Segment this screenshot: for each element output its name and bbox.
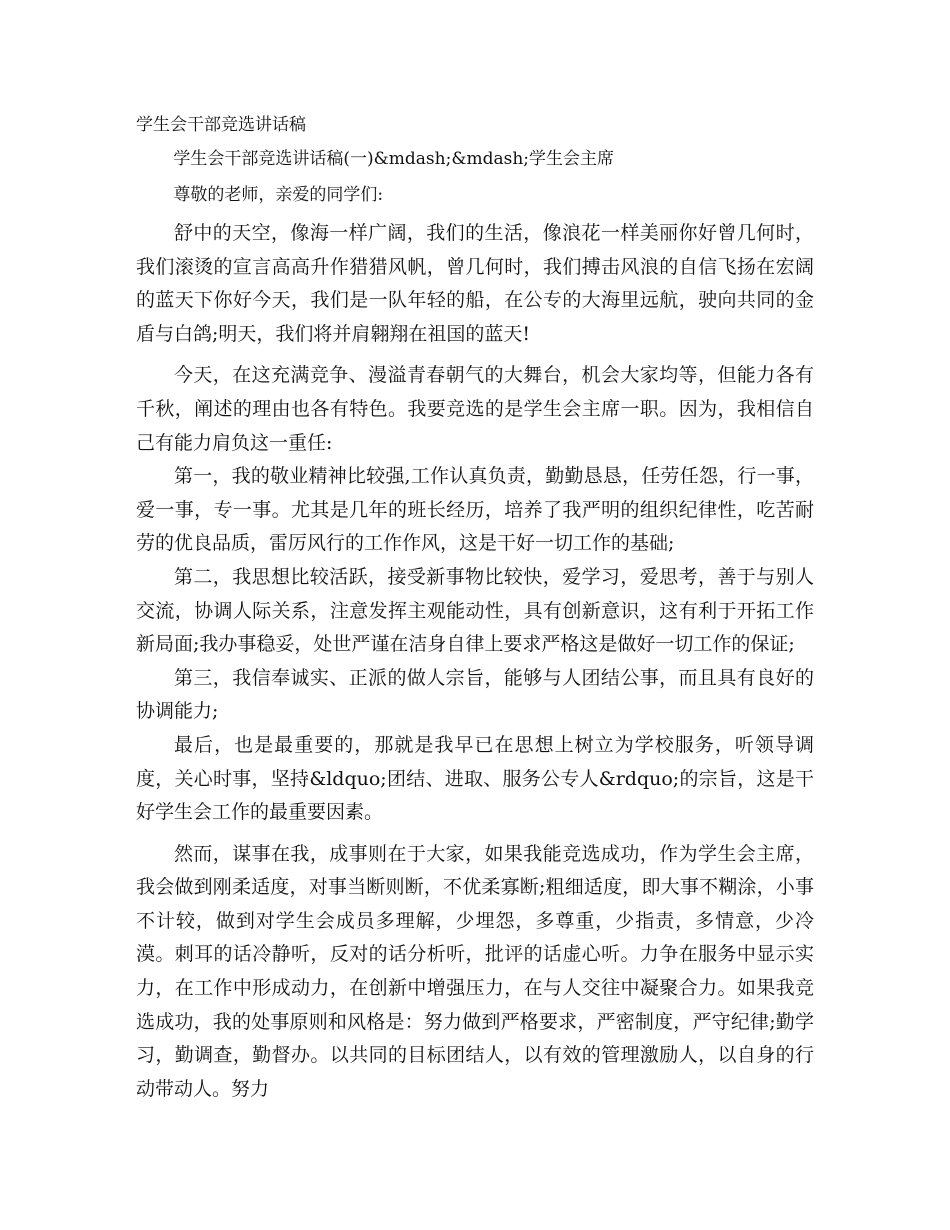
paragraph-3: 第一，我的敬业精神比较强,工作认真负责，勤勤恳恳，任劳任怨，行一事，爱一事，专一事。尤其是几年的班长经历，培养了我严明的组织纪律性，吃苦耐劳的优良品质，雷厉风行的工作作风，这是干好一切工作的基础; (136, 465, 814, 555)
paragraph-5: 第三，我信奉诚实、正派的做人宗旨，能够与人团结公事，而且具有良好的协调能力; (136, 666, 814, 723)
document-subtitle: 学生会干部竞选讲话稿(一)&mdash;&mdash;学生会主席 (173, 149, 614, 169)
paragraph-1: 舒中的天空，像海一样广阔，我们的生活，像浪花一样美丽你好曾几何时，我们滚烫的宣言高高升作猎猎风帆，曾几何时，我们搏击风浪的自信飞扬在宏阔的蓝天下你好今天，我们是一队年轻的船，在公专的大海里远航，驶向共同的金盾与白鸽;明天，我们将并肩翱翔在祖国的蓝天! (136, 222, 814, 345)
paragraph-2: 今天，在这充满竞争、漫溢青春朝气的大舞台，机会大家均等，但能力各有千秋，阐述的理由也各有特色。我要竞选的是学生会主席一职。因为，我相信自己有能力肩负这一重任: (136, 364, 814, 454)
greeting-line: 尊敬的老师，亲爱的同学们: (173, 185, 384, 205)
document-title: 学生会干部竞选讲话稿 (136, 115, 306, 135)
paragraph-6: 最后，也是最重要的，那就是我早已在思想上树立为学校服务，听领导调度，关心时事，坚持&ldquo;团结、进取、服务公专人&rdquo;的宗旨，这是干好学生会工作的最重要因素。 (136, 733, 814, 824)
paragraph-4: 第二，我思想比较活跃，接受新事物比较快，爱学习，爱思考，善于与别人交流，协调人际关系，注意发挥主观能动性，具有创新意识，这有利于开拓工作新局面;我办事稳妥，处世严谨在洁身自律上要求严格这是做好一切工作的保证; (136, 565, 814, 656)
paragraph-7: 然而，谋事在我，成事则在于大家，如果我能竞选成功，作为学生会主席，我会做到刚柔适度，对事当断则断，不优柔寡断;粗细适度，即大事不糊涂，小事不计较，做到对学生会成员多理解，少埋怨，多尊重，少指责，多情意，少冷漠。刺耳的话冷静听，反对的话分析听，批评的话虚心听。力争在服务中显示实力，在工作中形成动力，在创新中增强压力，在与人交往中凝聚合力。如果我竞选成功，我的处事原则和风格是：努力做到严格要求，严密制度，严守纪律;勤学习，勤调查，勤督办。以共同的目标团结人，以有效的管理激励人，以自身的行动带动人。努力 (136, 842, 814, 1100)
